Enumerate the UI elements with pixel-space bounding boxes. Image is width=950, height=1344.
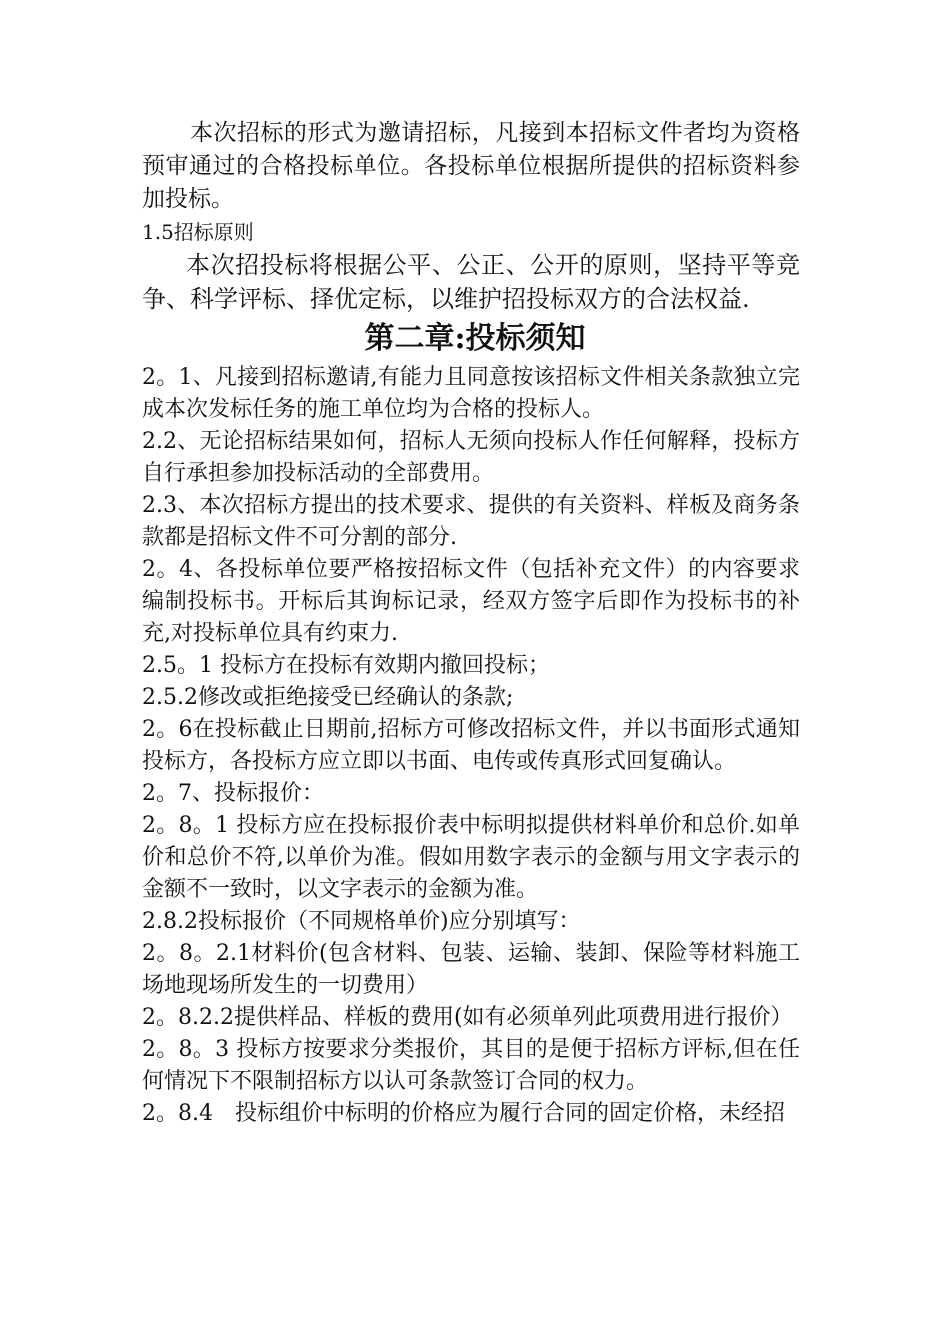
intro-paragraph: 本次招标的形式为邀请招标，凡接到本招标文件者均为资格预审通过的合格投标单位。各投标单位根据所提供的招标资料参加投标。	[142, 120, 800, 212]
clause-2-5-1: 2.5。1 投标方在投标有效期内撤回投标；	[142, 653, 550, 678]
clause-2-8-3: 2。8。3 投标方按要求分类报价，其目的是便于招标方评标,但在任何情况下不限制招标方以认可条款签订合同的权力。	[142, 1037, 800, 1094]
clause-2-3: 2.3、本次招标方提出的技术要求、提供的有关资料、样板及商务条款都是招标文件不可分割的部分.	[142, 493, 800, 550]
section-heading-1-5: 1.5招标原则	[142, 220, 254, 244]
clause-2-4: 2。4、各投标单位要严格按招标文件（包括补充文件）的内容要求编制投标书。开标后其询标记录，经双方签字后即作为投标书的补充,对投标单位具有约束力.	[142, 557, 800, 646]
clause-2-8-2-1: 2。8。2.1材料价(包含材料、包装、运输、装卸、保险等材料施工场地现场所发生的一切费用）	[142, 941, 800, 998]
chapter-title: 第二章:投标须知	[364, 321, 586, 356]
clause-2-8-2-2: 2。8.2.2提供样品、样板的费用(如有必须单列此项费用进行报价）	[142, 1005, 793, 1030]
clause-2-7: 2。7、投标报价：	[142, 781, 324, 806]
clause-2-5-2: 2.5.2修改或拒绝接受已经确认的条款;	[142, 685, 514, 710]
clause-2-8-4: 2。8.4 投标组价中标明的价格应为履行合同的固定价格，未经招	[142, 1101, 785, 1126]
clause-2-8-1: 2。8。1 投标方应在投标报价表中标明拟提供材料单价和总价.如单价和总价不符,以单价为准。假如用数字表示的金额与用文字表示的金额不一致时，以文字表示的金额为准。	[142, 813, 800, 902]
section-1-5-text: 本次招投标将根据公平、公正、公开的原则，坚持平等竞争、科学评标、择优定标，以维护招投标双方的合法权益.	[142, 251, 800, 313]
clause-2-8-2: 2.8.2投标报价（不同规格单价)应分别填写：	[142, 909, 581, 934]
clause-2-2: 2.2、无论招标结果如何，招标人无须向投标人作任何解释，投标方自行承担参加投标活动的全部费用。	[142, 429, 800, 486]
clause-2-1: 2。1、凡接到招标邀请,有能力且同意按该招标文件相关条款独立完成本次发标任务的施工单位均为合格的投标人。	[142, 365, 800, 422]
clause-2-6: 2。6在投标截止日期前,招标方可修改招标文件，并以书面形式通知投标方，各投标方应立即以书面、电传或传真形式回复确认。	[142, 717, 800, 774]
